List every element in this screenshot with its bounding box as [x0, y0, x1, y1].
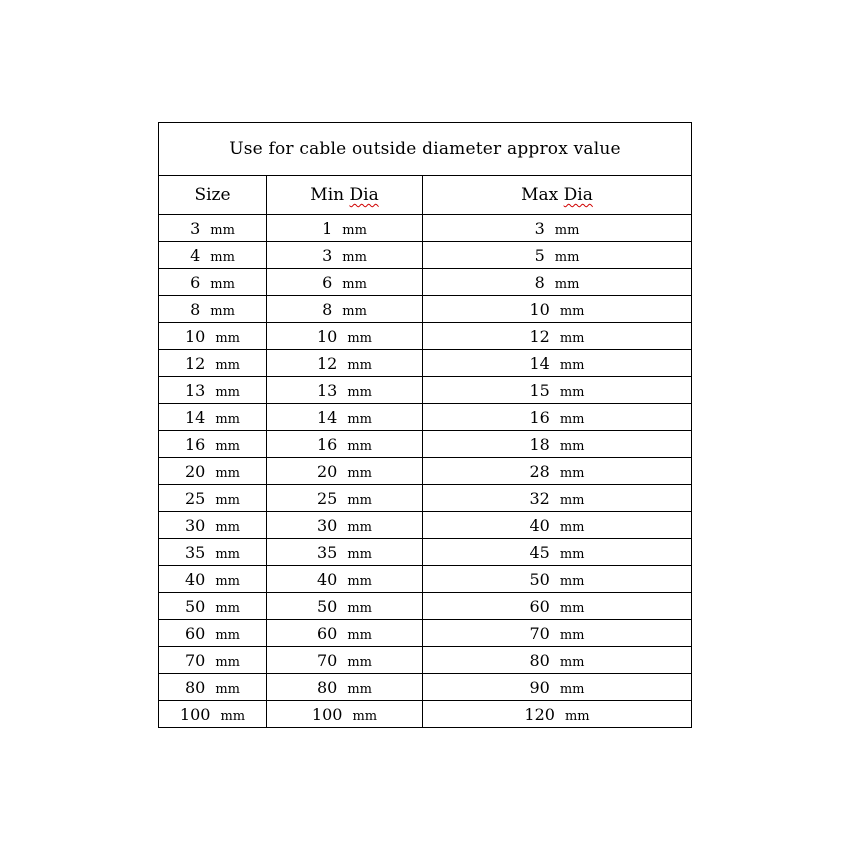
- max-value: 3: [534, 218, 545, 238]
- unit-label: mm: [215, 681, 240, 697]
- unit-label: mm: [352, 708, 378, 724]
- unit-label: mm: [347, 654, 372, 670]
- unit-label: mm: [215, 357, 240, 373]
- table-row: [159, 350, 692, 377]
- size-value: 16: [184, 434, 206, 454]
- cell-min: [267, 485, 423, 512]
- min-value: 30: [316, 515, 338, 535]
- table-row: [159, 458, 692, 485]
- table-row: [159, 431, 692, 458]
- size-value: 20: [184, 461, 206, 481]
- cell-min: [267, 242, 423, 269]
- size-value: 13: [184, 380, 206, 400]
- min-value: 3: [322, 245, 333, 265]
- unit-label: mm: [564, 708, 590, 724]
- max-value: 45: [529, 542, 550, 562]
- max-value: 70: [529, 623, 550, 643]
- cell-min: [267, 566, 423, 593]
- unit-label: mm: [347, 492, 372, 508]
- min-value: 20: [316, 461, 338, 481]
- cell-min: [267, 377, 423, 404]
- cell-max: [423, 458, 692, 485]
- unit-label: mm: [559, 519, 585, 535]
- size-value: 3: [190, 218, 201, 238]
- size-value: 35: [184, 542, 206, 562]
- table-row: [159, 215, 692, 242]
- cell-min: [267, 431, 423, 458]
- unit-label: mm: [215, 627, 240, 643]
- table-row: [159, 701, 692, 728]
- cell-size: [159, 269, 267, 296]
- cell-max: [423, 377, 692, 404]
- unit-label: mm: [220, 708, 246, 724]
- size-value: 60: [184, 623, 206, 643]
- cell-min: [267, 404, 423, 431]
- cell-min: [267, 323, 423, 350]
- table-row: [159, 269, 692, 296]
- size-value: 50: [184, 596, 206, 616]
- cell-max: [423, 215, 692, 242]
- cell-size: [159, 350, 267, 377]
- table-row: [159, 593, 692, 620]
- header-max-dia-word: Dia: [563, 185, 593, 205]
- max-value: 5: [534, 245, 545, 265]
- cell-min: [267, 539, 423, 566]
- cell-size: [159, 593, 267, 620]
- unit-label: mm: [347, 681, 372, 697]
- unit-label: mm: [210, 303, 235, 319]
- unit-label: mm: [559, 627, 585, 643]
- table-row: [159, 404, 692, 431]
- unit-label: mm: [559, 654, 585, 670]
- cell-size: [159, 620, 267, 647]
- header-max-dia: [423, 176, 692, 215]
- unit-label: mm: [559, 681, 585, 697]
- unit-label: mm: [347, 465, 372, 481]
- cell-min: [267, 647, 423, 674]
- cable-diameter-table: [158, 122, 692, 728]
- cell-size: [159, 701, 267, 728]
- min-value: 12: [316, 353, 338, 373]
- cell-max: [423, 485, 692, 512]
- max-value: 12: [529, 326, 550, 346]
- unit-label: mm: [554, 249, 580, 265]
- unit-label: mm: [215, 519, 240, 535]
- max-value: 40: [529, 515, 550, 535]
- header-max-word: Max: [521, 185, 559, 205]
- cell-size: [159, 647, 267, 674]
- table-row: [159, 566, 692, 593]
- cell-max: [423, 566, 692, 593]
- table-row: [159, 323, 692, 350]
- max-value: 14: [529, 353, 550, 373]
- cell-size: [159, 404, 267, 431]
- unit-label: mm: [559, 330, 585, 346]
- table-row: [159, 674, 692, 701]
- table-title-row: [159, 123, 692, 176]
- unit-label: mm: [210, 249, 235, 265]
- min-value: 25: [316, 488, 338, 508]
- unit-label: mm: [210, 222, 235, 238]
- table-title: Use for cable outside diameter approx value: [159, 123, 692, 176]
- size-value: 8: [190, 299, 201, 319]
- unit-label: mm: [347, 411, 372, 427]
- size-value: 14: [184, 407, 206, 427]
- cell-min: [267, 674, 423, 701]
- unit-label: mm: [347, 546, 372, 562]
- min-value: 60: [316, 623, 338, 643]
- cell-max: [423, 431, 692, 458]
- max-value: 10: [529, 299, 550, 319]
- unit-label: mm: [347, 438, 372, 454]
- header-size: Size: [159, 176, 267, 215]
- cell-max: [423, 269, 692, 296]
- cell-min: [267, 701, 423, 728]
- min-value: 8: [322, 299, 333, 319]
- size-value: 25: [184, 488, 206, 508]
- min-value: 80: [316, 677, 338, 697]
- size-value: 80: [184, 677, 206, 697]
- unit-label: mm: [347, 384, 372, 400]
- cell-size: [159, 458, 267, 485]
- unit-label: mm: [347, 600, 372, 616]
- unit-label: mm: [342, 276, 367, 292]
- cell-size: [159, 323, 267, 350]
- unit-label: mm: [559, 411, 585, 427]
- min-value: 1: [322, 218, 333, 238]
- max-value: 120: [524, 704, 555, 724]
- cell-max: [423, 296, 692, 323]
- table-row: [159, 512, 692, 539]
- unit-label: mm: [215, 438, 240, 454]
- unit-label: mm: [215, 573, 240, 589]
- unit-label: mm: [347, 573, 372, 589]
- cell-min: [267, 350, 423, 377]
- cell-min: [267, 458, 423, 485]
- max-value: 18: [529, 434, 550, 454]
- unit-label: mm: [215, 330, 240, 346]
- cell-max: [423, 701, 692, 728]
- header-min-dia-word: Dia: [349, 185, 379, 205]
- min-value: 50: [316, 596, 338, 616]
- max-value: 90: [529, 677, 550, 697]
- unit-label: mm: [559, 384, 585, 400]
- max-value: 32: [529, 488, 550, 508]
- unit-label: mm: [347, 330, 372, 346]
- size-value: 30: [184, 515, 206, 535]
- cell-max: [423, 593, 692, 620]
- unit-label: mm: [215, 465, 240, 481]
- unit-label: mm: [347, 519, 372, 535]
- max-value: 60: [529, 596, 550, 616]
- unit-label: mm: [559, 303, 585, 319]
- max-value: 80: [529, 650, 550, 670]
- unit-label: mm: [559, 465, 585, 481]
- size-value: 40: [184, 569, 206, 589]
- min-value: 70: [316, 650, 338, 670]
- cell-min: [267, 512, 423, 539]
- cell-size: [159, 296, 267, 323]
- size-value: 100: [179, 704, 211, 724]
- cell-max: [423, 647, 692, 674]
- cell-size: [159, 377, 267, 404]
- table-row: [159, 539, 692, 566]
- cell-max: [423, 404, 692, 431]
- unit-label: mm: [554, 276, 580, 292]
- table-row: [159, 242, 692, 269]
- min-value: 16: [316, 434, 338, 454]
- cell-min: [267, 269, 423, 296]
- size-value: 10: [184, 326, 206, 346]
- table-row: [159, 620, 692, 647]
- header-min-word: Min: [310, 185, 345, 205]
- unit-label: mm: [559, 573, 585, 589]
- unit-label: mm: [559, 357, 585, 373]
- min-value: 10: [316, 326, 338, 346]
- unit-label: mm: [559, 600, 585, 616]
- max-value: 8: [534, 272, 545, 292]
- max-value: 15: [529, 380, 550, 400]
- table-row: [159, 377, 692, 404]
- unit-label: mm: [215, 492, 240, 508]
- unit-label: mm: [215, 411, 240, 427]
- min-value: 100: [311, 704, 343, 724]
- table-row: [159, 485, 692, 512]
- unit-label: mm: [342, 249, 367, 265]
- cell-size: [159, 512, 267, 539]
- unit-label: mm: [215, 384, 240, 400]
- unit-label: mm: [210, 276, 235, 292]
- unit-label: mm: [342, 222, 367, 238]
- cell-size: [159, 242, 267, 269]
- cell-max: [423, 242, 692, 269]
- min-value: 14: [316, 407, 338, 427]
- max-value: 50: [529, 569, 550, 589]
- unit-label: mm: [559, 492, 585, 508]
- unit-label: mm: [554, 222, 580, 238]
- cell-max: [423, 323, 692, 350]
- cell-min: [267, 593, 423, 620]
- min-value: 6: [322, 272, 333, 292]
- max-value: 28: [529, 461, 550, 481]
- size-value: 12: [184, 353, 206, 373]
- cell-min: [267, 215, 423, 242]
- cell-max: [423, 539, 692, 566]
- cell-size: [159, 485, 267, 512]
- cell-size: [159, 215, 267, 242]
- table-header-row: [159, 176, 692, 215]
- cell-max: [423, 674, 692, 701]
- cell-size: [159, 431, 267, 458]
- cell-max: [423, 512, 692, 539]
- cell-min: [267, 620, 423, 647]
- cell-size: [159, 566, 267, 593]
- unit-label: mm: [559, 438, 585, 454]
- unit-label: mm: [347, 627, 372, 643]
- unit-label: mm: [559, 546, 585, 562]
- size-value: 6: [190, 272, 201, 292]
- size-value: 70: [184, 650, 206, 670]
- cell-min: [267, 296, 423, 323]
- cell-max: [423, 350, 692, 377]
- table-row: [159, 647, 692, 674]
- unit-label: mm: [215, 600, 240, 616]
- cell-max: [423, 620, 692, 647]
- max-value: 16: [529, 407, 550, 427]
- min-value: 13: [316, 380, 338, 400]
- min-value: 40: [316, 569, 338, 589]
- cell-size: [159, 674, 267, 701]
- unit-label: mm: [342, 303, 367, 319]
- unit-label: mm: [347, 357, 372, 373]
- table-row: [159, 296, 692, 323]
- unit-label: mm: [215, 654, 240, 670]
- min-value: 35: [316, 542, 338, 562]
- unit-label: mm: [215, 546, 240, 562]
- header-min-dia: [267, 176, 423, 215]
- size-value: 4: [190, 245, 201, 265]
- cell-size: [159, 539, 267, 566]
